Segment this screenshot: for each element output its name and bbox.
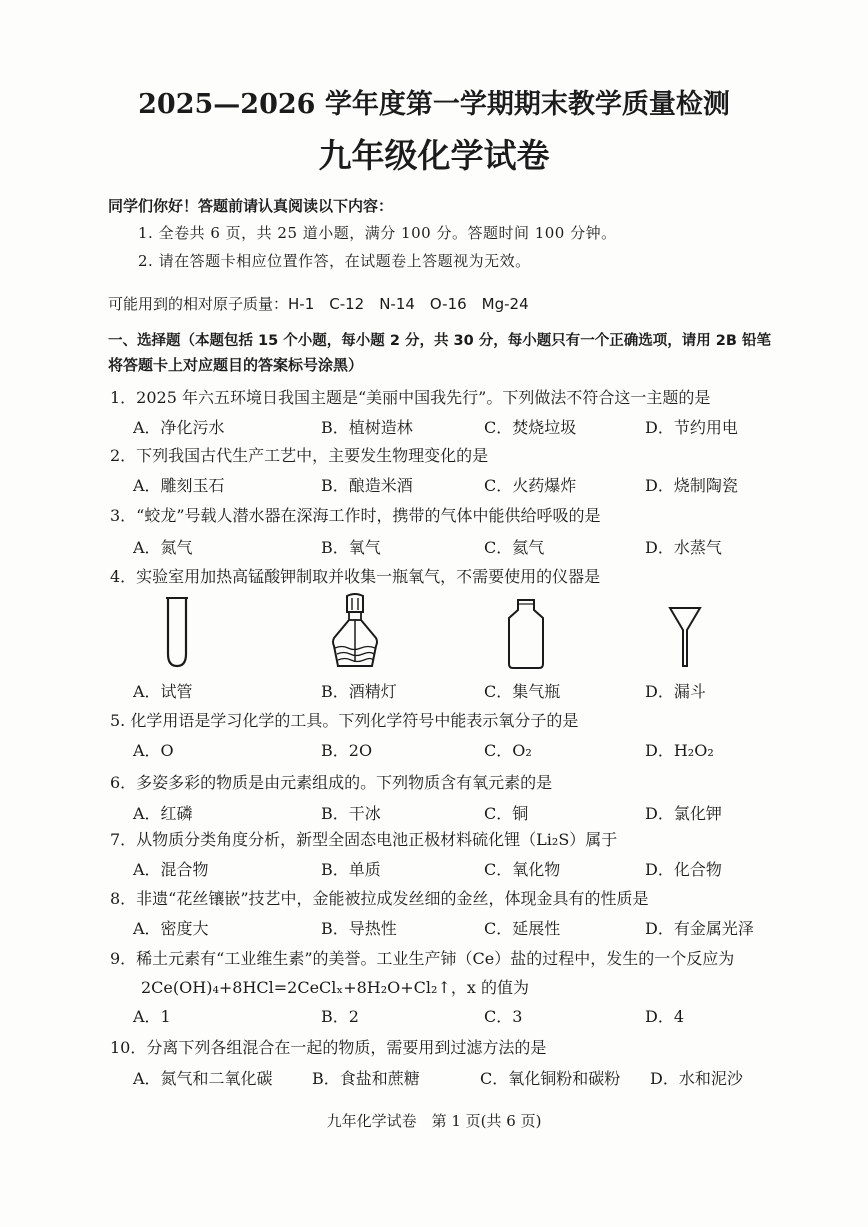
q8-option-a: A．密度大 (133, 919, 209, 938)
q10-option-a: A．氮气和二氧化碳 (133, 1069, 273, 1088)
notice-item-1: 1. 全卷共 6 页，共 25 道小题，满分 100 分。答题时间 100 分钟。 (138, 224, 617, 242)
q3-option-a: A．氮气 (133, 538, 193, 557)
q6-option-a: A．红磷 (133, 804, 193, 823)
q8-option-c: C．延展性 (484, 919, 561, 938)
test-tube-icon (160, 596, 194, 670)
funnel-icon (668, 604, 702, 668)
q3-option-b: B．氧气 (321, 538, 381, 557)
q5-option-b: B．2O (321, 741, 373, 760)
q10-option-d: D．水和泥沙 (650, 1069, 743, 1088)
q4-option-c: C．集气瓶 (484, 682, 561, 701)
q9-option-c: C．3 (484, 1007, 523, 1026)
gas-bottle-icon (505, 598, 547, 670)
q9-option-d: D．4 (645, 1007, 685, 1026)
notice-item-2: 2. 请在答题卡相应位置作答，在试题卷上答题视为无效。 (138, 252, 531, 270)
question-7-stem: 7．从物质分类角度分析，新型全固态电池正极材料硫化锂（Li₂S）属于 (110, 830, 618, 849)
q7-option-d: D．化合物 (645, 860, 722, 879)
notice-greeting: 同学们你好！答题前请认真阅读以下内容： (108, 197, 394, 215)
q5-option-c: C．O₂ (484, 741, 532, 760)
exam-title-subject: 九年级化学试卷 (318, 136, 550, 175)
q7-option-a: A．混合物 (133, 860, 209, 879)
atomic-masses: 可能用到的相对原子质量：H-1 C-12 N-14 O-16 Mg-24 (108, 295, 529, 313)
q9-option-b: B．2 (321, 1007, 359, 1026)
q1-option-d: D．节约用电 (645, 418, 738, 437)
q3-option-c: C．氦气 (484, 538, 545, 557)
q8-option-b: B．导热性 (321, 919, 397, 938)
question-10-stem: 10．分离下列各组混合在一起的物质，需要用到过滤方法的是 (110, 1038, 547, 1057)
q1-option-b: B．植树造林 (321, 418, 413, 437)
question-6-stem: 6．多姿多彩的物质是由元素组成的。下列物质含有氧元素的是 (110, 773, 553, 792)
q4-option-d: D．漏斗 (645, 682, 706, 701)
page-footer: 九年化学试卷 第 1 页(共 6 页) (326, 1112, 542, 1130)
q6-option-c: C．铜 (484, 804, 529, 823)
q7-option-b: B．单质 (321, 860, 381, 879)
q2-option-b: B．酿造米酒 (321, 476, 413, 495)
question-8-stem: 8．非遗“花丝镶嵌”技艺中，金能被拉成发丝细的金丝，体现金具有的性质是 (110, 889, 649, 908)
alcohol-lamp-icon (330, 592, 380, 672)
q9-option-a: A．1 (133, 1007, 171, 1026)
question-1-stem: 1．2025 年六五环境日我国主题是“美丽中国我先行”。下列做法不符合这一主题的是 (110, 388, 711, 407)
question-2-stem: 2．下列我国古代生产工艺中，主要发生物理变化的是 (110, 446, 489, 465)
q2-option-c: C．火药爆炸 (484, 476, 577, 495)
q6-option-b: B．干冰 (321, 804, 381, 823)
question-3-stem: 3．“蛟龙”号载人潜水器在深海工作时，携带的气体中能供给呼吸的是 (110, 506, 601, 525)
section-heading-line1: 一、选择题（本题包括 15 个小题，每小题 2 分，共 30 分，每小题只有一个正确选项，请用 2B 铅笔 (108, 333, 771, 349)
question-9-equation: 2Ce(OH)₄+8HCl=2CeClₓ+8H₂O+Cl₂↑，x 的值为 (141, 978, 529, 997)
q2-option-a: A．雕刻玉石 (133, 476, 225, 495)
q10-option-c: C．氧化铜粉和碳粉 (480, 1069, 621, 1088)
q7-option-c: C．氧化物 (484, 860, 561, 879)
q3-option-d: D．水蒸气 (645, 538, 722, 557)
q10-option-b: B．食盐和蔗糖 (312, 1069, 420, 1088)
q4-option-a: A．试管 (133, 682, 193, 701)
question-9-stem: 9．稀土元素有“工业维生素”的美誉。工业生产铈（Ce）盐的过程中，发生的一个反应为 (110, 949, 735, 968)
section-heading-line2: 将答题卡上对应题目的答案标号涂黑） (108, 356, 364, 374)
question-4-stem: 4．实验室用加热高锰酸钾制取并收集一瓶氧气，不需要使用的仪器是 (110, 567, 601, 586)
q2-option-d: D．烧制陶瓷 (645, 476, 738, 495)
q1-option-c: C．焚烧垃圾 (484, 418, 577, 437)
q8-option-d: D．有金属光泽 (645, 919, 754, 938)
q5-option-d: D．H₂O₂ (645, 741, 714, 760)
q6-option-d: D．氯化钾 (645, 804, 722, 823)
exam-title-term: 2025—2026 学年度第一学期期末教学质量检测 (138, 89, 730, 120)
q1-option-a: A．净化污水 (133, 418, 225, 437)
question-5-stem: 5. 化学用语是学习化学的工具。下列化学符号中能表示氧分子的是 (110, 711, 579, 730)
q5-option-a: A．O (133, 741, 174, 760)
q4-option-b: B．酒精灯 (321, 682, 397, 701)
